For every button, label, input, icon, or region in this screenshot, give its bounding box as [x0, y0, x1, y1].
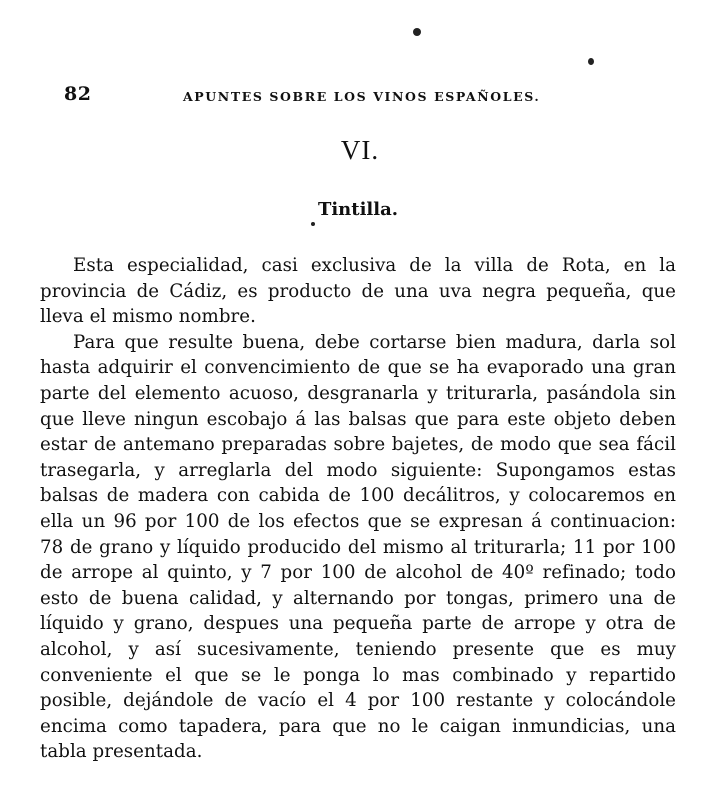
page-number: 82 [64, 83, 92, 105]
ink-speck [588, 58, 594, 65]
running-head: APUNTES SOBRE LOS VINOS ESPAÑOLES. [183, 89, 541, 104]
ink-speck [413, 28, 421, 36]
chapter-number: VI. [340, 135, 380, 165]
paragraph: Para que resulte buena, debe cortarse bien madura, darla sol hasta adquirir el convencimiento de que se ha evaporado una gran parte del elemento acuoso, desgranarla y triturarla, pasándola sin que lleve ningun escobajo á las balsas que para este objeto deben estar de antemano preparadas sobre bajetes, de modo que sea fácil trasegarla, y arreglarla del modo siguiente: Supongamos estas balsas de madera con cabida de 100 decálitros, y colocaremos en ella un 96 por 100 de los efectos que se expresan á continuacion: 78 de grano y líquido producido del mismo al triturarla; 11 por 100 de arrope al quinto, y 7 por 100 de alcohol de 40º refinado; todo esto de buena calidad, y alternando por tongas, primero una de líquido y grano, despues una pequeña parte de arrope y otra de alcohol, y así sucesivamente, teniendo presente que es muy conveniente el que se le ponga lo mas combinado y repartido posible, dejándole de vacío el 4 por 100 restante y colocándole encima como tapadera, para que no le caigan inmundicias, una tabla presentada. [40, 331, 676, 763]
paragraph: Esta especialidad, casi exclusiva de la villa de Rota, en la provincia de Cádiz, es producto de una uva negra pequeña, que lleva el mismo nombre. [40, 255, 676, 328]
chapter-title: Tintilla. [317, 199, 399, 220]
ink-speck [311, 222, 315, 226]
body-text [40, 253, 676, 765]
